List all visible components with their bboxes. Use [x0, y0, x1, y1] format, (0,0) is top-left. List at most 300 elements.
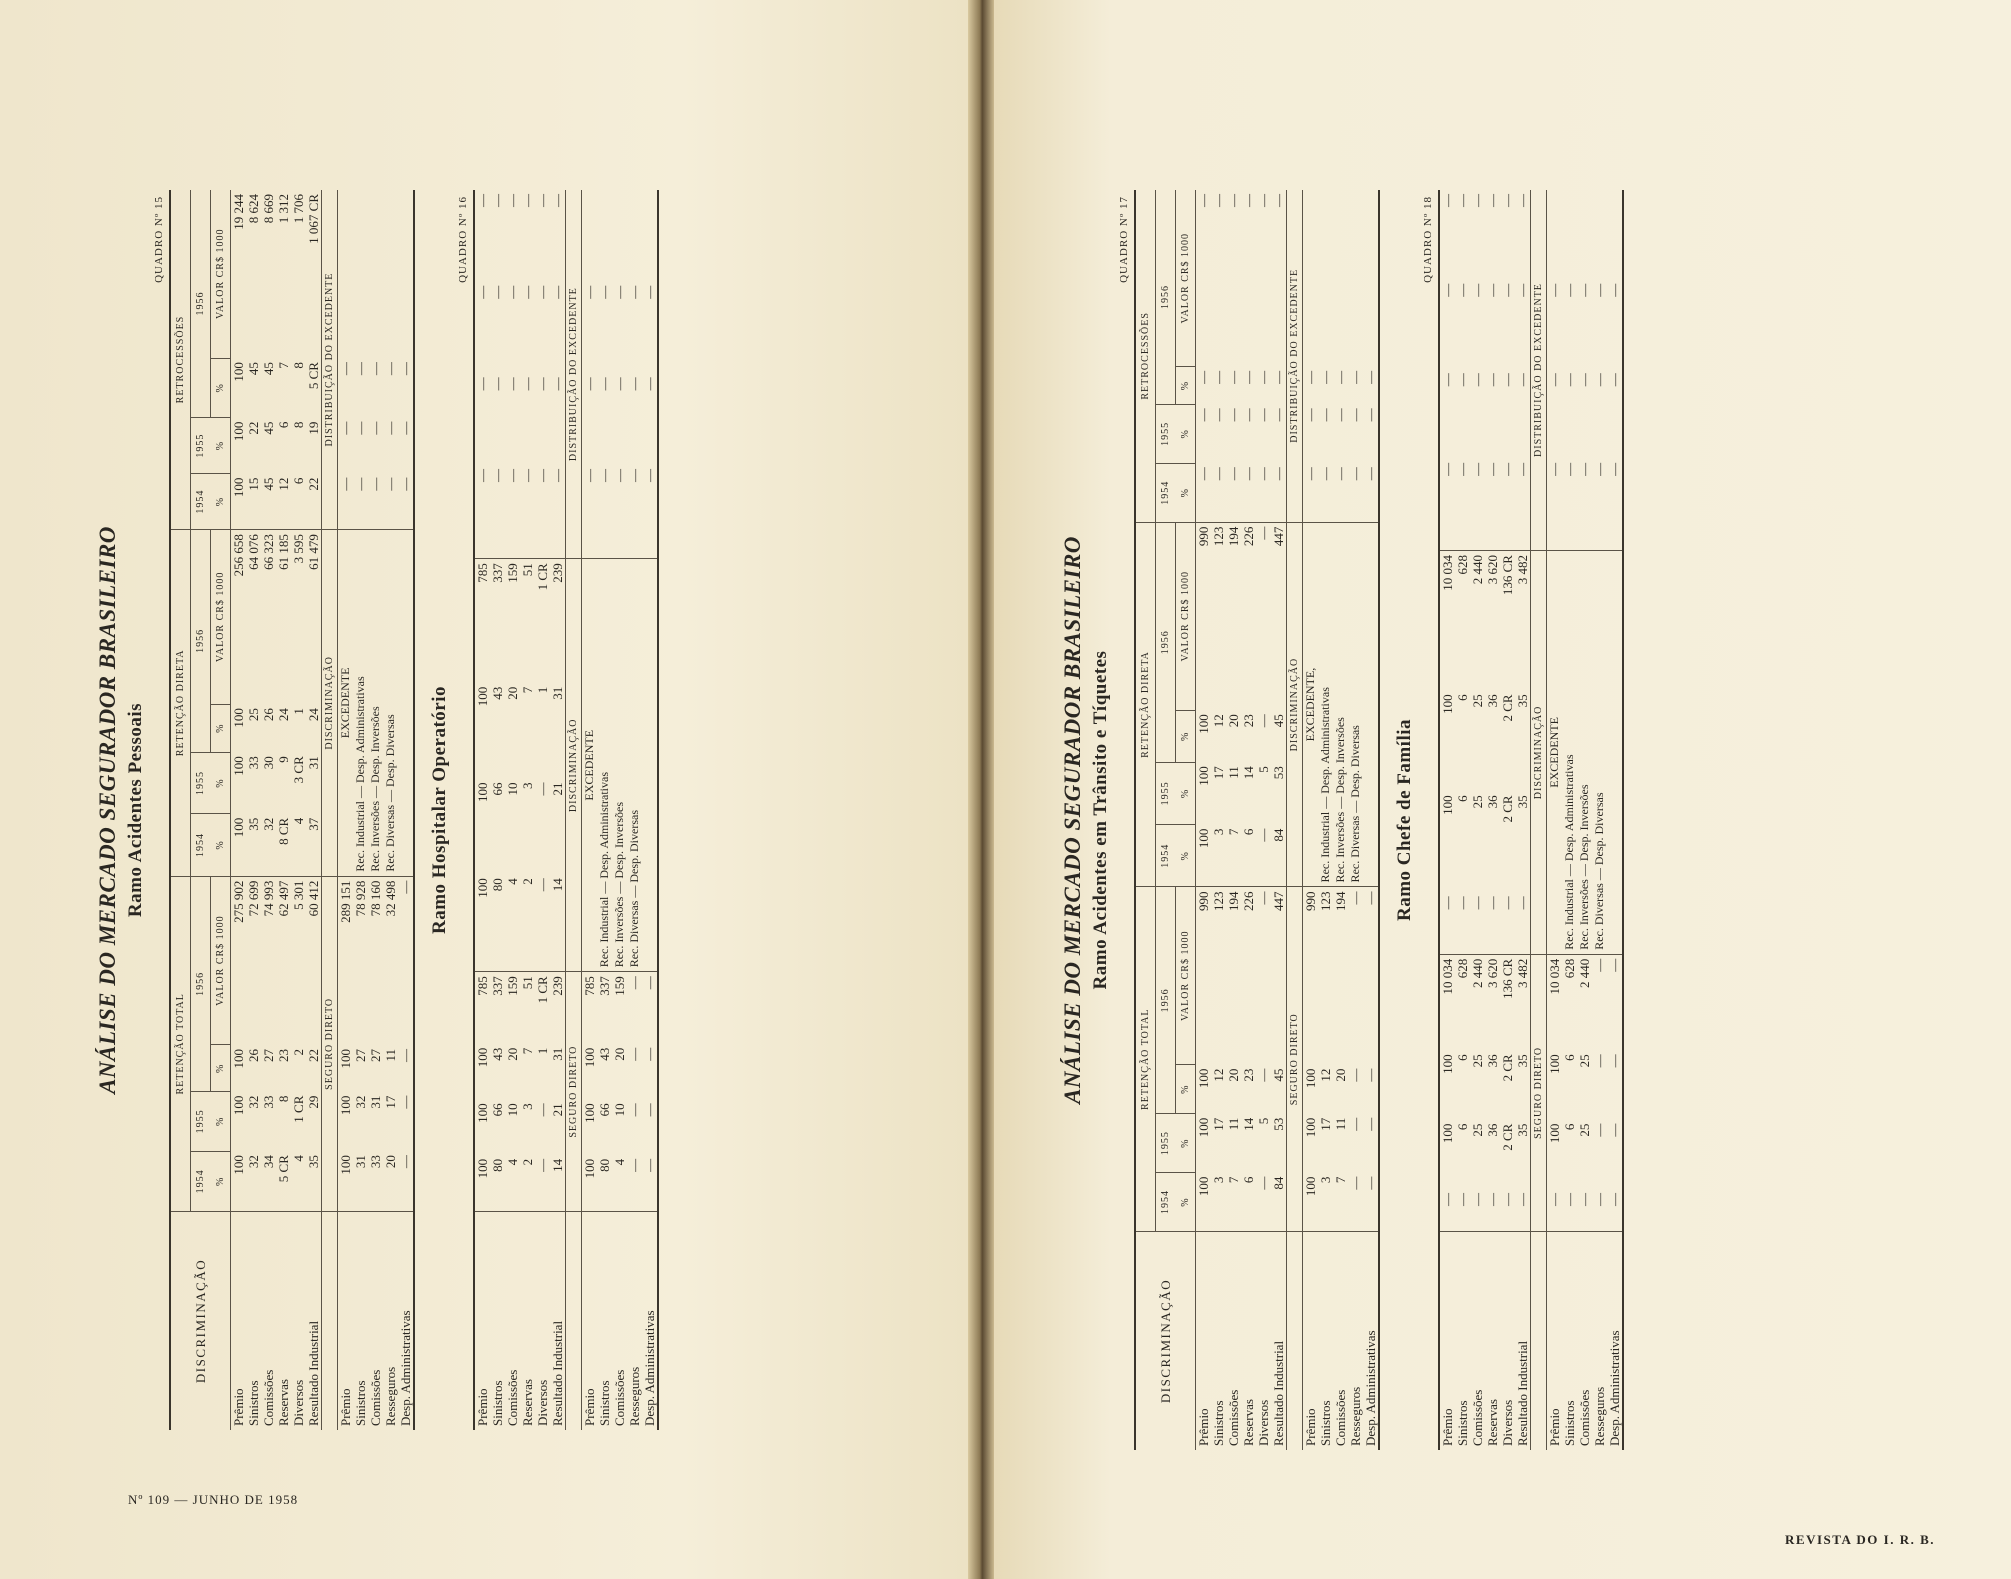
- table-cell: 61 479: [306, 534, 321, 570]
- table-cell: 25: [1470, 1054, 1485, 1068]
- table-cell: —: [338, 421, 353, 435]
- excedente-item: Rec. Industrial — Desp. Administrativas: [597, 559, 612, 972]
- table-cell: —: [550, 194, 565, 207]
- table-cell: —: [1256, 1173, 1271, 1232]
- excedente-item: Rec. Industrial — Desp. Administrativas: [353, 530, 368, 877]
- table-cell: —: [1303, 408, 1318, 422]
- table-cell: 26: [261, 708, 276, 722]
- section-title: Ramo Acidentes Pessoais: [125, 702, 146, 918]
- table-cell: —: [1256, 463, 1271, 522]
- table-cell: 1 706: [291, 194, 306, 224]
- row-label: Prêmio: [475, 1388, 490, 1426]
- table-cell: —: [642, 1155, 658, 1212]
- table-row: [1500, 190, 1515, 1450]
- table-cell: 123: [1211, 526, 1226, 547]
- row-label: Comissões: [1226, 1389, 1241, 1446]
- table-cell: 30: [261, 756, 276, 770]
- table-cell: 10 034: [1440, 958, 1455, 995]
- table-cell: 4: [291, 1151, 306, 1211]
- table-row: [276, 190, 291, 1430]
- table-cell: 2 440: [1470, 958, 1485, 989]
- table-cell: 194: [1226, 891, 1241, 911]
- table-cell: —: [1256, 194, 1271, 207]
- table-cell: —: [627, 285, 642, 299]
- table-cell: —: [505, 194, 520, 207]
- table-cell: 8: [291, 421, 306, 429]
- table-cell: 100: [582, 1047, 597, 1068]
- col-header-pct: %: [211, 1151, 231, 1211]
- table-cell: [1577, 190, 1592, 280]
- table-cell: 1: [535, 686, 550, 694]
- table-cell: 23: [1241, 714, 1256, 728]
- table-cell: 61 185: [276, 534, 291, 570]
- table-cell: —: [535, 1103, 550, 1117]
- table-cell: 6: [1455, 694, 1470, 701]
- table-cell: —: [1271, 408, 1286, 422]
- table-cell: 100: [1303, 1173, 1319, 1232]
- table-cell: 256 658: [231, 534, 246, 577]
- table-cell: 2 440: [1577, 958, 1592, 989]
- table-cell: —: [642, 377, 657, 391]
- table-cell: 26: [246, 1048, 261, 1062]
- table-cell: —: [398, 421, 413, 435]
- table-row: [627, 190, 642, 1430]
- table-cell: —: [1241, 408, 1256, 422]
- table-cell: 6: [1562, 1123, 1577, 1131]
- table-cell: 100: [474, 1155, 490, 1212]
- right-rotated-content: [1060, 190, 1622, 1450]
- table-cell: —: [505, 377, 520, 391]
- table-cell: [1592, 190, 1607, 280]
- table-cell: —: [1303, 370, 1318, 384]
- col-header-pct: %: [211, 1092, 231, 1152]
- table-cell: [368, 190, 383, 358]
- row-label: Sinistros: [1562, 1400, 1577, 1446]
- table-cell: 100: [475, 1047, 490, 1068]
- table-cell: 20: [1226, 1068, 1241, 1082]
- col-header-pct: %: [1176, 1114, 1196, 1173]
- table-cell: 32: [246, 1151, 261, 1211]
- row-label: Prêmio: [338, 1388, 353, 1426]
- col-header-pct: %: [1176, 367, 1196, 404]
- col-header-year: 1955: [191, 418, 211, 474]
- table-cell: —: [1592, 283, 1607, 297]
- table-cell: 9: [276, 756, 291, 763]
- subheader-row: [1287, 190, 1303, 1450]
- table-cell: —: [1592, 1054, 1607, 1068]
- table-cell: —: [1470, 194, 1485, 207]
- table-cell: [1562, 190, 1577, 280]
- table-cell: 27: [353, 1048, 368, 1062]
- row-label: Reservas: [1241, 1399, 1256, 1446]
- table-cell: 32: [261, 814, 276, 876]
- col-header-valor: VALOR CR$ 1000: [1176, 522, 1196, 710]
- section-title: Ramo Acidentes em Trânsito e Tíquetes: [1090, 650, 1111, 990]
- quadro-label: QUADRO Nº 15: [153, 196, 165, 283]
- table-row: [1211, 190, 1226, 1450]
- table-cell: —: [398, 1095, 413, 1109]
- table-row: [1470, 190, 1485, 1450]
- table-cell: 80: [490, 1155, 505, 1212]
- table-cell: —: [383, 474, 398, 530]
- table-cell: [1318, 190, 1333, 367]
- table-cell: 1 067 CR: [306, 194, 321, 244]
- table-cell: —: [1256, 714, 1271, 728]
- table-row: [1547, 190, 1563, 1450]
- table-cell: —: [398, 1048, 413, 1062]
- row-label: Resultado Industrial: [550, 1320, 565, 1426]
- table-cell: 100: [231, 1151, 247, 1211]
- table-row: [291, 190, 306, 1430]
- table-cell: 100: [231, 362, 246, 382]
- table-cell: —: [1485, 1189, 1500, 1231]
- table-cell: 100: [475, 1103, 490, 1123]
- table-cell: [398, 190, 414, 358]
- table-cell: —: [612, 465, 627, 559]
- table-cell: 31: [353, 1151, 368, 1211]
- table-cell: —: [550, 285, 565, 299]
- page-title: ANÁLISE DO MERCADO SEGURADOR BRASILEIRO: [95, 526, 120, 1094]
- table-row: [368, 190, 383, 1430]
- subheader-distribuicao: DISTRIBUIÇÃO DO EXCEDENTE: [322, 190, 338, 530]
- row-label: Prêmio: [231, 1388, 246, 1426]
- table-cell: 64 076: [246, 534, 261, 570]
- table-cell: 159: [612, 976, 627, 996]
- table-cell: 100: [1196, 1068, 1211, 1089]
- table-cell: 337: [490, 976, 505, 996]
- page-footer: Nº 109 — JUNHO DE 1958: [128, 1492, 299, 1507]
- table-cell: —: [1485, 892, 1500, 954]
- col-header-discriminacao: DISCRIMINAÇÃO: [1135, 1232, 1196, 1451]
- table-cell: —: [383, 421, 398, 435]
- table-cell: —: [1226, 408, 1241, 422]
- table-cell: —: [1271, 463, 1287, 522]
- table-cell: —: [582, 465, 598, 559]
- table-cell: 100: [231, 708, 246, 728]
- table-cell: —: [1607, 1123, 1622, 1137]
- table-cell: [353, 190, 368, 358]
- row-label: Resultado Industrial: [1515, 1340, 1530, 1446]
- table-cell: —: [1271, 370, 1286, 384]
- table-cell: 275 902: [231, 880, 246, 923]
- table-cell: 66: [490, 1103, 505, 1117]
- table-cell: [642, 190, 658, 282]
- table-cell: 84: [1271, 1173, 1287, 1232]
- table-cell: 4: [505, 1155, 520, 1212]
- row-label: Diversos: [535, 1379, 550, 1426]
- table-cell: —: [1577, 283, 1592, 297]
- table-cell: —: [1363, 1068, 1378, 1082]
- table-cell: 32: [246, 1095, 261, 1109]
- table-cell: —: [353, 421, 368, 435]
- table-cell: 20: [383, 1151, 398, 1211]
- col-header-pct: %: [211, 358, 231, 418]
- table-cell: 1 CR: [291, 1095, 306, 1123]
- table-cell: 100: [1196, 1117, 1211, 1138]
- table-cell: 10: [505, 1103, 520, 1117]
- table-cell: 990: [1196, 526, 1211, 547]
- table-cell: 2: [520, 1155, 535, 1212]
- table-cell: 628: [1562, 958, 1577, 979]
- table-cell: —: [1515, 892, 1531, 954]
- table-cell: —: [535, 465, 550, 559]
- row-label: Prêmio: [1547, 1408, 1562, 1446]
- table-cell: —: [1500, 373, 1515, 387]
- table-cell: 20: [505, 1047, 520, 1061]
- row-label: Sinistros: [1455, 1400, 1470, 1446]
- table-cell: —: [1607, 1189, 1623, 1231]
- table-cell: [1607, 190, 1623, 280]
- row-label: Reservas: [276, 1379, 291, 1426]
- table-cell: —: [642, 285, 657, 299]
- table-row: [1271, 190, 1287, 1450]
- col-header-valor: VALOR CR$ 1000: [211, 876, 231, 1045]
- table-cell: —: [1607, 958, 1622, 972]
- row-label: Comissões: [505, 1369, 520, 1426]
- col-header-pct: %: [211, 1045, 231, 1092]
- table-cell: 100: [1303, 1117, 1318, 1138]
- table-cell: [1303, 190, 1319, 367]
- excedente-item: Rec. Diversas — Desp. Diversas: [383, 530, 398, 877]
- table-row: [1592, 190, 1607, 1450]
- table-row: [1439, 190, 1455, 1450]
- table-cell: 100: [231, 421, 246, 442]
- table-cell: —: [1363, 1173, 1379, 1232]
- col-header-year: 1955: [191, 752, 211, 814]
- table-cell: 1 CR: [535, 563, 550, 591]
- table-cell: 60 412: [306, 880, 321, 917]
- table-cell: 20: [1333, 1068, 1348, 1082]
- col-header-pct: %: [211, 474, 231, 530]
- table-cell: 100: [1196, 714, 1211, 734]
- table-cell: 8: [276, 1095, 291, 1103]
- table-cell: 1 312: [276, 194, 291, 224]
- table-cell: 33: [368, 1151, 383, 1211]
- table-cell: 35: [306, 1151, 322, 1211]
- row-label: Prêmio: [582, 1388, 597, 1426]
- col-header-year: 1956: [191, 876, 211, 1091]
- table-cell: 34: [261, 1151, 276, 1211]
- table-cell: 6: [276, 421, 291, 429]
- subheader-row: [322, 190, 338, 1430]
- table-cell: 3 482: [1515, 958, 1530, 989]
- table-cell: —: [582, 285, 597, 299]
- row-label: Sinistros: [246, 1380, 261, 1426]
- table-row: [1318, 190, 1333, 1450]
- table-cell: —: [1455, 194, 1470, 207]
- table-cell: 123: [1211, 891, 1226, 911]
- table-cell: 66: [490, 782, 505, 796]
- table-cell: 43: [490, 1047, 505, 1061]
- table-cell: 6: [1562, 1054, 1577, 1061]
- excedente-item: Rec. Inversões — Desp. Inversões: [1577, 551, 1592, 955]
- row-label: Sinistros: [597, 1380, 612, 1426]
- table-cell: [1348, 190, 1363, 367]
- table-cell: —: [1500, 459, 1515, 551]
- table-cell: —: [1318, 370, 1333, 384]
- table-row: [1455, 190, 1470, 1450]
- table-cell: 22: [306, 474, 322, 530]
- excedente-item: Rec. Inversões — Desp. Inversões: [368, 530, 383, 877]
- table-cell: —: [1363, 463, 1379, 522]
- table-cell: [338, 190, 354, 358]
- table-cell: 194: [1226, 526, 1241, 547]
- table-row: [642, 190, 658, 1430]
- table-row: [1256, 190, 1271, 1450]
- table-cell: 11: [1226, 1117, 1241, 1131]
- table-cell: 7: [520, 1047, 535, 1055]
- table-cell: 10 034: [1547, 958, 1562, 995]
- excedente-label: EXCEDENTE: [1547, 551, 1563, 955]
- row-label: Resseguros: [1348, 1386, 1363, 1446]
- table-cell: 35: [1515, 1123, 1530, 1137]
- table-cell: 100: [582, 1103, 597, 1123]
- table-cell: 20: [505, 686, 520, 700]
- table-cell: —: [1562, 1189, 1577, 1231]
- table-cell: 36: [1485, 795, 1500, 809]
- table-cell: 35: [1515, 694, 1530, 708]
- table-cell: 62 497: [276, 880, 291, 917]
- table-cell: 100: [1440, 1123, 1455, 1144]
- excedente-item: Rec. Diversas — Desp. Diversas: [1348, 522, 1363, 887]
- table-cell: 5 CR: [306, 362, 321, 390]
- table-q17: [1134, 190, 1380, 1450]
- table-cell: 7: [1333, 1173, 1348, 1232]
- table-cell: 32 498: [383, 880, 398, 917]
- table-cell: —: [520, 465, 535, 559]
- row-label: Reservas: [520, 1379, 535, 1426]
- col-header-retrocessoes: RETROCESSÕES: [170, 190, 191, 530]
- table-cell: 35: [1515, 1054, 1530, 1068]
- subheader-row: [566, 190, 582, 1430]
- subheader-discriminacao: DISCRIMINAÇÃO: [1287, 522, 1303, 887]
- table-cell: 23: [1241, 1068, 1256, 1082]
- table-cell: 21: [550, 782, 565, 796]
- table-cell: 25: [1470, 795, 1485, 809]
- table-cell: —: [1455, 892, 1470, 954]
- table-cell: 8 CR: [276, 814, 291, 876]
- table-cell: —: [398, 1151, 414, 1211]
- table-cell: —: [1226, 370, 1241, 384]
- col-header-year: 1955: [1156, 404, 1176, 463]
- table-cell: —: [1241, 370, 1256, 384]
- table-row: [1241, 190, 1256, 1450]
- table-cell: 100: [474, 874, 490, 972]
- table-row: [1515, 190, 1531, 1450]
- table-cell: —: [1196, 408, 1211, 422]
- col-header-year: 1954: [1156, 463, 1176, 522]
- table-cell: 10 034: [1440, 555, 1455, 591]
- table-cell: —: [597, 465, 612, 559]
- table-cell: —: [1515, 283, 1530, 297]
- row-label: Comissões: [261, 1369, 276, 1426]
- table-cell: —: [597, 285, 612, 299]
- table-cell: 10: [612, 1103, 627, 1117]
- table-cell: —: [1455, 459, 1470, 551]
- table-cell: —: [383, 362, 398, 376]
- table-row: [1348, 190, 1363, 1450]
- table-cell: —: [1515, 194, 1530, 207]
- table-cell: 74 993: [261, 880, 276, 917]
- table-cell: 20: [612, 1047, 627, 1061]
- table-cell: —: [1348, 408, 1363, 422]
- table-cell: 31: [550, 1047, 565, 1061]
- col-header-year: 1956: [1156, 887, 1176, 1114]
- col-header-year: 1954: [191, 474, 211, 530]
- table-cell: —: [1440, 283, 1455, 297]
- table-row: [1485, 190, 1500, 1450]
- table-cell: —: [1500, 283, 1515, 297]
- table-cell: —: [1440, 194, 1455, 207]
- col-header-pct: %: [211, 814, 231, 876]
- table-cell: —: [1196, 194, 1211, 207]
- col-header-year: 1956: [191, 190, 211, 418]
- table-cell: —: [368, 421, 383, 435]
- table-cell: 20: [1226, 714, 1241, 728]
- table-cell: 100: [338, 1048, 353, 1069]
- table-cell: —: [642, 1103, 657, 1117]
- excedente-empty: [1363, 522, 1379, 887]
- table-cell: 21: [550, 1103, 565, 1117]
- table-row: [231, 190, 247, 1430]
- excedente-label: EXCEDENTE: [338, 530, 354, 877]
- table-cell: 136 CR: [1500, 555, 1515, 596]
- section-title: Ramo Hospitalar Operatório: [429, 686, 450, 935]
- table-cell: 289 151: [338, 880, 353, 923]
- col-header-pct: %: [1176, 762, 1196, 824]
- table-cell: 447: [1271, 891, 1286, 911]
- row-label: Sinistros: [1318, 1400, 1333, 1446]
- table-cell: —: [1256, 1068, 1271, 1082]
- table-cell: 6: [1455, 795, 1470, 802]
- table-cell: 53: [1271, 766, 1286, 780]
- table-cell: —: [1439, 459, 1455, 551]
- row-label: Resultado Industrial: [306, 1320, 321, 1426]
- table-cell: 239: [550, 976, 565, 996]
- table-cell: 17: [1211, 766, 1226, 780]
- table-cell: 33: [261, 1095, 276, 1109]
- table-cell: —: [642, 1047, 657, 1061]
- table-cell: 100: [475, 782, 490, 803]
- table-row: [1303, 190, 1319, 1450]
- table-cell: 31: [550, 686, 565, 700]
- table-cell: —: [398, 474, 414, 530]
- table-cell: —: [1455, 283, 1470, 297]
- table-cell: 6: [1241, 1173, 1256, 1232]
- table-cell: —: [1318, 463, 1333, 522]
- table-cell: 136 CR: [1500, 958, 1515, 999]
- table-cell: 123: [1318, 891, 1333, 911]
- table-cell: 22: [306, 1048, 321, 1062]
- col-header-discriminacao: DISCRIMINAÇÃO: [170, 1212, 231, 1431]
- table-cell: 3 482: [1515, 555, 1530, 585]
- table-cell: 45: [261, 474, 276, 530]
- table-cell: 4: [505, 874, 520, 972]
- table-cell: 100: [231, 1095, 246, 1116]
- table-cell: 100: [1440, 694, 1455, 714]
- table-cell: —: [1607, 283, 1622, 297]
- table-cell: —: [1439, 892, 1455, 954]
- table-cell: 628: [1455, 958, 1470, 979]
- table-cell: —: [490, 465, 505, 559]
- table-cell: —: [1211, 194, 1226, 207]
- table-cell: —: [1470, 283, 1485, 297]
- table-cell: [1363, 190, 1379, 367]
- table-row: [1226, 190, 1241, 1450]
- table-cell: —: [353, 362, 368, 376]
- subheader-cell: [1287, 1232, 1303, 1451]
- table-cell: 80: [490, 874, 505, 972]
